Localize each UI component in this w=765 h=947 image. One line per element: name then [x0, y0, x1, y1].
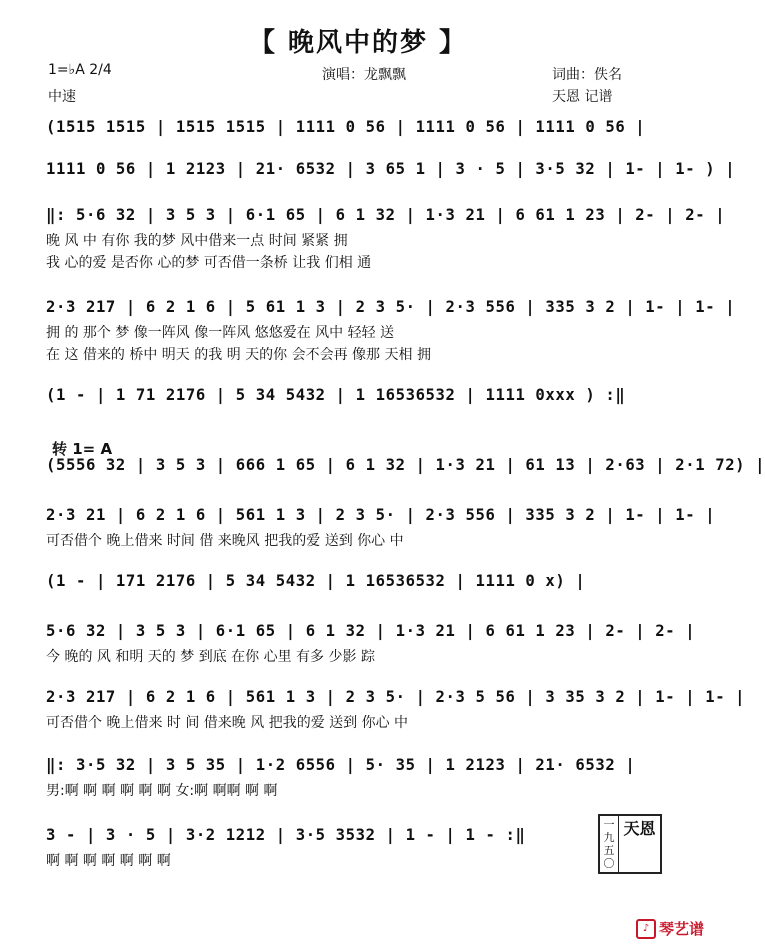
notation-line: (5556 32 | 3 5 3 | 666 1 65 | 6 1 32 | 1·3 21 | 61 13 | 2·63 | 2·1 72) | [46, 456, 765, 474]
seal-main-text: 天恩 [623, 819, 656, 838]
notation-line: 2·3 21 | 6 2 1 6 | 561 1 3 | 2 3 5· | 2·3 556 | 335 3 2 | 1- | 1- | [46, 506, 716, 524]
seal-side-text: 一九五〇 [600, 816, 619, 872]
lyric-line: 今 晚的 风 和明 天的 梦 到底 在你 心里 有多 少影 踪 [46, 649, 375, 665]
key-signature: 1=♭A 2/4 [48, 62, 112, 78]
lyric-line: 拥 的 那个 梦 像一阵风 像一阵风 悠悠爱在 风中 轻轻 送 [46, 325, 395, 341]
modulation-marking: 转 1= A [52, 440, 113, 458]
tempo-marking: 中速 [48, 89, 76, 105]
transcriber-credit: 天恩 记谱 [552, 89, 613, 105]
notation-line: 5·6 32 | 3 5 3 | 6·1 65 | 6 1 32 | 1·3 21 | 6 61 1 23 | 2- | 2- | [46, 622, 696, 640]
notation-line: 1111 0 56 | 1 2123 | 21· 6532 | 3 65 1 | 3 · 5 | 3·5 32 | 1- | 1- ) | [46, 160, 736, 178]
composer-credit: 词曲：佚名 [552, 67, 622, 83]
lyric-line: 我 心的爱 是否你 心的梦 可否借一条桥 让我 们相 通 [46, 255, 372, 271]
logo-text: 琴艺谱 [658, 920, 704, 938]
notation-line: ‖: 3·5 32 | 3 5 35 | 1·2 6556 | 5· 35 | 1 2123 | 21· 6532 | [46, 756, 636, 774]
notation-line: 2·3 217 | 6 2 1 6 | 561 1 3 | 2 3 5· | 2·3 5 56 | 3 35 3 2 | 1- | 1- | [46, 688, 746, 706]
notation-line: ‖: 5·6 32 | 3 5 3 | 6·1 65 | 6 1 32 | 1·3 21 | 6 61 1 23 | 2- | 2- | [46, 206, 726, 224]
song-title: 【 晚风中的梦 】 [248, 28, 468, 58]
notation-line: (1 - | 171 2176 | 5 34 5432 | 1 16536532 | 1111 0 x) | [46, 572, 586, 590]
singer-credit: 演唱：龙飘飘 [322, 67, 406, 83]
lyric-line: 晚 风 中 有你 我的梦 风中借来一点 时间 紧紧 拥 [46, 233, 348, 249]
lyric-line: 男:啊 啊 啊 啊 啊 啊 女:啊 啊啊 啊 啊 [46, 783, 278, 799]
notation-line: 2·3 217 | 6 2 1 6 | 5 61 1 3 | 2 3 5· | 2·3 556 | 335 3 2 | 1- | 1- | [46, 298, 736, 316]
seal-stamp [598, 814, 662, 874]
lyric-line: 可否借个 晚上借来 时间 借 来晚风 把我的爱 送到 你心 中 [46, 533, 404, 549]
logo-icon: ♪ [636, 919, 656, 939]
notation-line: 3 - | 3 · 5 | 3·2 1212 | 3·5 3532 | 1 - | 1 - :‖ [46, 826, 526, 844]
notation-line: (1 - | 1 71 2176 | 5 34 5432 | 1 16536532 | 1111 0xxx ) :‖ [46, 386, 626, 404]
notation-line: (1515 1515 | 1515 1515 | 1111 0 56 | 1111 0 56 | 1111 0 56 | [46, 118, 646, 136]
lyric-line: 在 这 借来的 桥中 明天 的我 明 天的你 会不会再 像那 天相 拥 [46, 347, 431, 363]
lyric-line: 可否借个 晚上借来 时 间 借来晚 风 把我的爱 送到 你心 中 [46, 715, 409, 731]
lyric-line: 啊 啊 啊 啊 啊 啊 啊 [46, 853, 171, 869]
site-logo[interactable] [636, 918, 704, 939]
